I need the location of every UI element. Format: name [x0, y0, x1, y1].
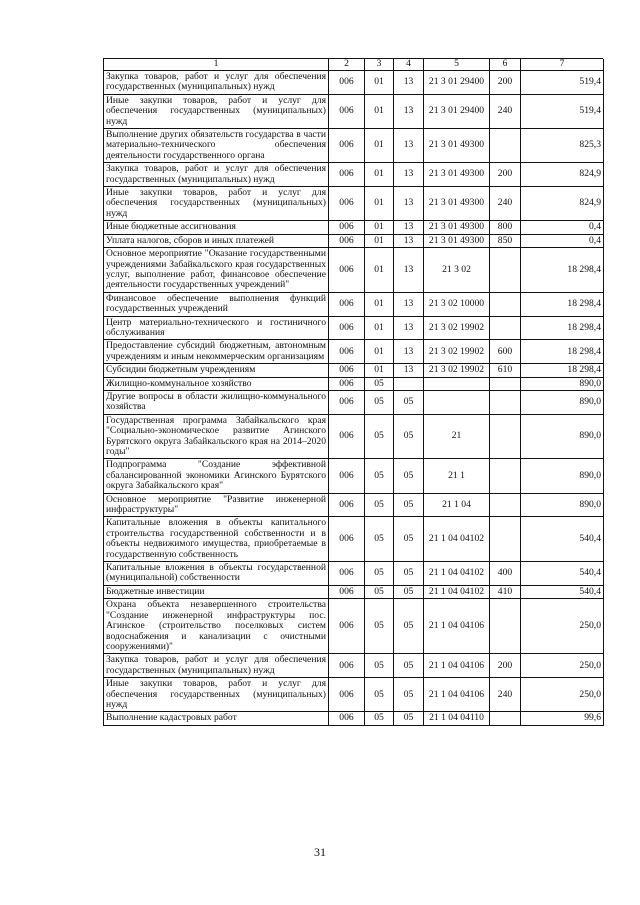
row-col5-cell: 21 1 [424, 459, 490, 493]
row-col2-cell: 006 [329, 678, 365, 712]
row-col5-cell: 21 3 01 49300 [424, 221, 490, 234]
row-col3-cell: 01 [365, 293, 394, 317]
header-col-7: 7 [521, 59, 604, 71]
row-name-cell: Основное мероприятие "Развитие инженерной инфраструктуры" [104, 494, 329, 518]
row-col6-cell: 800 [490, 221, 521, 234]
row-col2-cell: 006 [329, 187, 365, 221]
row-name-cell: Жилищно-коммунальное хозяйство [104, 378, 329, 391]
row-col3-cell: 05 [365, 599, 394, 654]
row-col4-cell: 05 [394, 599, 424, 654]
row-col5-cell: 21 1 04 04110 [424, 712, 490, 725]
row-col2-cell: 006 [329, 129, 365, 163]
row-col5-cell: 21 1 04 04106 [424, 599, 490, 654]
row-col5-cell: 21 1 04 04102 [424, 562, 490, 586]
row-col2-cell: 006 [329, 293, 365, 317]
row-col7-cell: 890,0 [521, 391, 604, 415]
row-col5-cell: 21 3 02 19902 [424, 317, 490, 341]
row-col4-cell: 13 [394, 364, 424, 377]
row-col7-cell: 890,0 [521, 378, 604, 391]
row-col4-cell: 13 [394, 248, 424, 293]
row-col6-cell: 200 [490, 654, 521, 678]
row-col7-cell: 18 298,4 [521, 340, 604, 364]
row-name-cell: Иные закупки товаров, работ и услуг для обеспечения государственных (муниципальных) нужд [104, 95, 329, 129]
row-col5-cell: 21 1 04 04102 [424, 517, 490, 562]
row-col3-cell: 05 [365, 517, 394, 562]
row-col6-cell [490, 129, 521, 163]
header-col-1: 1 [104, 59, 329, 71]
row-col5-cell: 21 3 01 49300 [424, 235, 490, 248]
row-col7-cell: 825,3 [521, 129, 604, 163]
row-col3-cell: 05 [365, 391, 394, 415]
row-col4-cell: 13 [394, 71, 424, 95]
row-col4-cell: 05 [394, 712, 424, 725]
row-col7-cell: 519,4 [521, 71, 604, 95]
row-name-cell: Капитальные вложения в объекты капитального строительства государственной собственности и в объекты недвижимого имущества, приобретаемые в государственную собственность [104, 517, 329, 562]
row-col4-cell: 13 [394, 317, 424, 341]
row-col7-cell: 824,9 [521, 187, 604, 221]
row-col7-cell: 519,4 [521, 95, 604, 129]
row-col7-cell: 890,0 [521, 415, 604, 460]
row-col2-cell: 006 [329, 163, 365, 187]
row-name-cell: Выполнение других обязательств государства в части материально-технического обеспечения деятельности государственного органа [104, 129, 329, 163]
row-col4-cell: 13 [394, 221, 424, 234]
row-col3-cell: 05 [365, 654, 394, 678]
row-col7-cell: 0,4 [521, 235, 604, 248]
row-col4-cell: 05 [394, 415, 424, 460]
row-col6-cell: 610 [490, 364, 521, 377]
row-col2-cell: 006 [329, 562, 365, 586]
row-col4-cell: 05 [394, 562, 424, 586]
row-col6-cell [490, 494, 521, 518]
row-col6-cell: 200 [490, 163, 521, 187]
row-col5-cell: 21 3 02 19902 [424, 364, 490, 377]
row-col7-cell: 18 298,4 [521, 364, 604, 377]
row-col5-cell: 21 3 01 29400 [424, 95, 490, 129]
row-name-cell: Уплата налогов, сборов и иных платежей [104, 235, 329, 248]
row-col2-cell: 006 [329, 71, 365, 95]
header-col-3: 3 [365, 59, 394, 71]
row-col4-cell: 05 [394, 654, 424, 678]
row-col7-cell: 18 298,4 [521, 317, 604, 341]
row-col6-cell: 240 [490, 187, 521, 221]
row-col6-cell: 410 [490, 586, 521, 599]
row-col6-cell [490, 712, 521, 725]
row-col3-cell: 05 [365, 378, 394, 391]
row-col3-cell: 01 [365, 187, 394, 221]
row-name-cell: Подпрограмма "Создание эффективной сбалансированной экономики Агинского Бурятского округа Забайкальского края" [104, 459, 329, 493]
row-col4-cell: 13 [394, 129, 424, 163]
row-name-cell: Иные бюджетные ассигнования [104, 221, 329, 234]
row-col5-cell [424, 391, 490, 415]
row-col2-cell: 006 [329, 248, 365, 293]
row-col3-cell: 05 [365, 678, 394, 712]
row-col2-cell: 006 [329, 340, 365, 364]
row-name-cell: Закупка товаров, работ и услуг для обеспечения государственных (муниципальных) нужд [104, 71, 329, 95]
row-col5-cell: 21 3 02 10000 [424, 293, 490, 317]
row-col2-cell: 006 [329, 586, 365, 599]
row-col3-cell: 01 [365, 163, 394, 187]
row-col4-cell: 13 [394, 340, 424, 364]
row-name-cell: Центр материально-технического и гостиничного обслуживания [104, 317, 329, 341]
row-col7-cell: 890,0 [521, 459, 604, 493]
row-col2-cell: 006 [329, 712, 365, 725]
row-name-cell: Закупка товаров, работ и услуг для обеспечения государственных (муниципальных) нужд [104, 654, 329, 678]
row-col5-cell: 21 1 04 04106 [424, 678, 490, 712]
row-col4-cell: 13 [394, 293, 424, 317]
row-col7-cell: 540,4 [521, 517, 604, 562]
row-name-cell: Закупка товаров, работ и услуг для обеспечения государственных (муниципальных) нужд [104, 163, 329, 187]
row-col7-cell: 0,4 [521, 221, 604, 234]
row-col4-cell: 13 [394, 95, 424, 129]
row-col6-cell [490, 415, 521, 460]
row-col5-cell: 21 3 01 49300 [424, 187, 490, 221]
row-name-cell: Основное мероприятие "Оказание государственными учреждениями Забайкальского края государственных услуг, выполнение работ, финансовое обеспечение деятельности государственных учреждений" [104, 248, 329, 293]
row-col6-cell [490, 391, 521, 415]
row-col2-cell: 006 [329, 415, 365, 460]
row-name-cell: Бюджетные инвестиции [104, 586, 329, 599]
row-col2-cell: 006 [329, 378, 365, 391]
row-col4-cell: 13 [394, 235, 424, 248]
row-col7-cell: 824,9 [521, 163, 604, 187]
row-col6-cell [490, 378, 521, 391]
row-col4-cell: 05 [394, 517, 424, 562]
row-col6-cell [490, 317, 521, 341]
row-col2-cell: 006 [329, 391, 365, 415]
row-col4-cell: 05 [394, 459, 424, 493]
row-col7-cell: 18 298,4 [521, 248, 604, 293]
row-name-cell: Охрана объекта незавершенного строительства "Создание инженерной инфраструктуры пос. Агинское (строительство поселковых систем водоснабжения и канализации с очистными сооружениями)" [104, 599, 329, 654]
row-col2-cell: 006 [329, 517, 365, 562]
row-col7-cell: 540,4 [521, 586, 604, 599]
row-col6-cell [490, 517, 521, 562]
row-col4-cell: 13 [394, 187, 424, 221]
row-col7-cell: 18 298,4 [521, 293, 604, 317]
row-col3-cell: 05 [365, 459, 394, 493]
row-col6-cell: 240 [490, 678, 521, 712]
row-col2-cell: 006 [329, 95, 365, 129]
row-col7-cell: 540,4 [521, 562, 604, 586]
row-col3-cell: 01 [365, 71, 394, 95]
row-name-cell: Иные закупки товаров, работ и услуг для обеспечения государственных (муниципальных) нужд [104, 678, 329, 712]
row-col3-cell: 01 [365, 248, 394, 293]
row-name-cell: Субсидии бюджетным учреждениям [104, 364, 329, 377]
row-col2-cell: 006 [329, 235, 365, 248]
row-col2-cell: 006 [329, 317, 365, 341]
header-col-2: 2 [329, 59, 365, 71]
row-col2-cell: 006 [329, 459, 365, 493]
row-col4-cell: 05 [394, 494, 424, 518]
row-col6-cell: 200 [490, 71, 521, 95]
row-name-cell: Другие вопросы в области жилищно-коммунального хозяйства [104, 391, 329, 415]
row-col5-cell: 21 [424, 415, 490, 460]
row-col3-cell: 01 [365, 364, 394, 377]
header-col-4: 4 [394, 59, 424, 71]
row-col3-cell: 05 [365, 562, 394, 586]
row-col5-cell: 21 3 02 19902 [424, 340, 490, 364]
row-col5-cell: 21 3 02 [424, 248, 490, 293]
row-col4-cell: 05 [394, 678, 424, 712]
row-col7-cell: 99,6 [521, 712, 604, 725]
row-col3-cell: 05 [365, 586, 394, 599]
row-col6-cell [490, 599, 521, 654]
row-name-cell: Предоставление субсидий бюджетным, автономным учреждениям и иным некоммерческим организациям [104, 340, 329, 364]
header-col-5: 5 [424, 59, 490, 71]
row-col7-cell: 890,0 [521, 494, 604, 518]
row-col5-cell: 21 3 01 29400 [424, 71, 490, 95]
row-col7-cell: 250,0 [521, 654, 604, 678]
row-col3-cell: 05 [365, 494, 394, 518]
row-col2-cell: 006 [329, 364, 365, 377]
row-col5-cell: 21 1 04 [424, 494, 490, 518]
row-col4-cell: 13 [394, 163, 424, 187]
row-col3-cell: 05 [365, 712, 394, 725]
row-name-cell: Финансовое обеспечение выполнения функций государственных учреждений [104, 293, 329, 317]
row-col2-cell: 006 [329, 494, 365, 518]
row-col3-cell: 05 [365, 415, 394, 460]
row-col6-cell [490, 459, 521, 493]
row-col4-cell: 05 [394, 586, 424, 599]
row-col6-cell: 240 [490, 95, 521, 129]
row-col6-cell: 600 [490, 340, 521, 364]
row-col2-cell: 006 [329, 654, 365, 678]
row-col5-cell: 21 3 01 49300 [424, 129, 490, 163]
row-col6-cell: 400 [490, 562, 521, 586]
budget-table-grid [103, 58, 603, 726]
row-col3-cell: 01 [365, 129, 394, 163]
row-col5-cell: 21 1 04 04102 [424, 586, 490, 599]
row-col3-cell: 01 [365, 317, 394, 341]
row-col3-cell: 01 [365, 235, 394, 248]
row-col2-cell: 006 [329, 221, 365, 234]
page-number: 31 [314, 845, 326, 859]
row-name-cell: Государственная программа Забайкальского края "Социально-экономическое развитие Агинского Бурятского округа Забайкальского края на 2014–2020 годы" [104, 415, 329, 460]
row-col3-cell: 01 [365, 221, 394, 234]
row-name-cell: Выполнение кадастровых работ [104, 712, 329, 725]
row-col5-cell [424, 378, 490, 391]
row-col6-cell [490, 293, 521, 317]
row-col7-cell: 250,0 [521, 599, 604, 654]
row-name-cell: Капитальные вложения в объекты государственной (муниципальной) собственности [104, 562, 329, 586]
row-name-cell: Иные закупки товаров, работ и услуг для обеспечения государственных (муниципальных) нужд [104, 187, 329, 221]
header-col-6: 6 [490, 59, 521, 71]
row-col3-cell: 01 [365, 95, 394, 129]
row-col4-cell [394, 378, 424, 391]
row-col2-cell: 006 [329, 599, 365, 654]
row-col7-cell: 250,0 [521, 678, 604, 712]
row-col5-cell: 21 3 01 49300 [424, 163, 490, 187]
row-col6-cell [490, 248, 521, 293]
budget-table [103, 58, 603, 726]
row-col4-cell: 05 [394, 391, 424, 415]
row-col5-cell: 21 1 04 04106 [424, 654, 490, 678]
row-col3-cell: 01 [365, 340, 394, 364]
row-col6-cell: 850 [490, 235, 521, 248]
